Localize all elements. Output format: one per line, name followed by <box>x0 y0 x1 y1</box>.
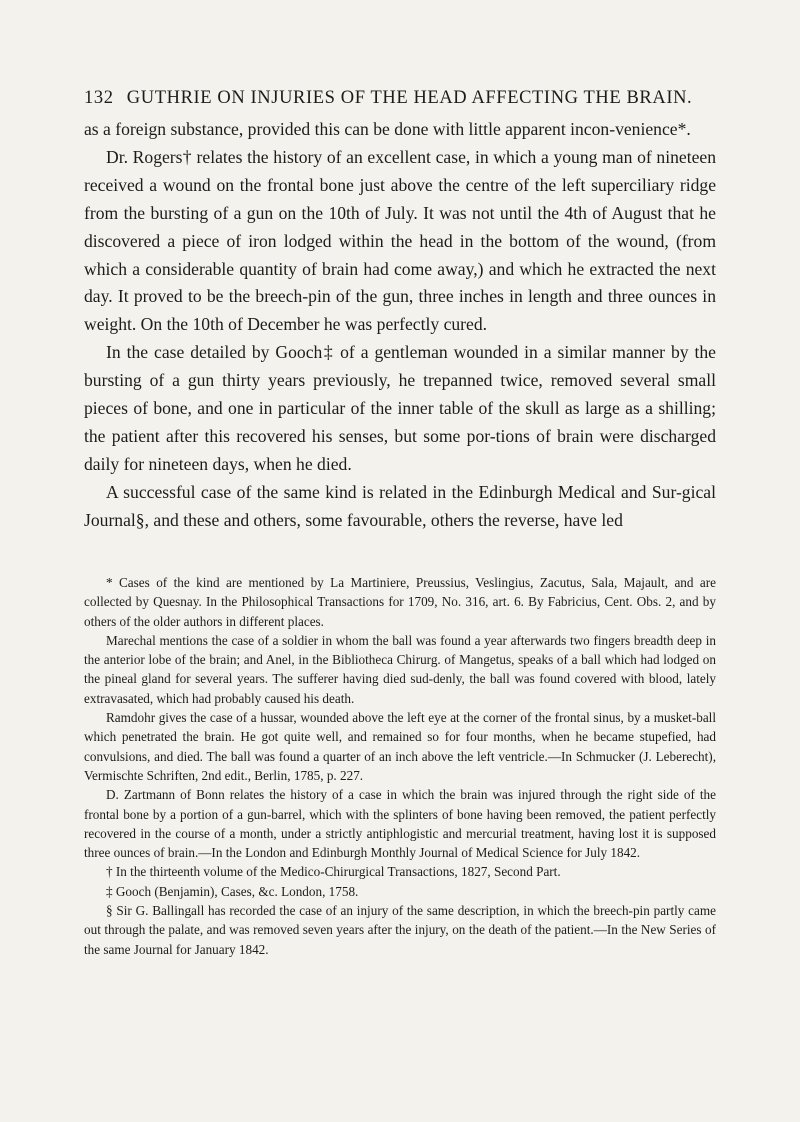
footnote-marechal: Marechal mentions the case of a soldier in whom the ball was found a year afterwards two fingers breadth deep in the anterior lobe of the brain; and Anel, in the Bibliotheca Chirurg. of Mangetus, speaks of a ball which had lodged on the pineal gland for several years. The sufferer having died sud-denly, the ball was found covered with blood, lately extravasated, which had probably caused his death. <box>84 632 716 706</box>
page-number: 132 <box>84 88 114 108</box>
footnote-ramdohr: Ramdohr gives the case of a hussar, wounded above the left eye at the corner of the frontal sinus, by a musket-ball which penetrated the brain. He got quite well, and remained so for four months, when he became stupefied, had convulsions, and died. The ball was found a quarter of an inch above the left ventricle.—In Schmucker (J. Leberecht), Vermischte Schriften, 2nd edit., Berlin, 1785, p. 227. <box>84 710 716 783</box>
running-header <box>84 88 716 109</box>
paragraph-rogers-case: Dr. Rogers† relates the history of an excellent case, in which a young man of nineteen received a wound on the frontal bone just above the centre of the left superciliary ridge from the bursting of a gun on the 10th of July. It was not until the 4th of August that he discovered a piece of iron lodged within the head in the bottom of the wound, (from which a considerable quantity of brain had come away,) and which he extracted the next day. It proved to be the breech-pin of the gun, three inches in length and three ounces in weight. On the 10th of December he was perfectly cured. <box>84 146 716 335</box>
footnote-zartmann: D. Zartmann of Bonn relates the history of a case in which the brain was injured through the right side of the frontal bone by a portion of a gun-barrel, which with the splinters of bone having been removed, the patient perfectly recovered in the course of a month, under a strictly antiphlogistic and mercurial treatment, having lost it is supposed three ounces of brain.—In the London and Edinburgh Monthly Journal of Medical Science for July 1842. <box>84 787 716 861</box>
footnotes <box>84 573 716 959</box>
footnote-dagger: † In the thirteenth volume of the Medico-Chirurgical Transactions, 1827, Second Part. <box>106 864 561 880</box>
footnote-asterisk: * Cases of the kind are mentioned by La Martiniere, Preussius, Veslingius, Zacutus, Sala, Majault, and are collected by Quesnay. In the Philosophical Transactions for 1709, No. 316, art. 6. By Fabricius, Cent. Obs. 2, and by others of the older authors in different places. <box>84 575 716 629</box>
footnote-section: § Sir G. Ballingall has recorded the case of an injury of the same description, in which the breech-pin partly came out through the palate, and was removed seven years after the injury, on the death of the patient.—In the New Series of the same Journal for January 1842. <box>84 903 716 957</box>
footnote-double-dagger: ‡ Gooch (Benjamin), Cases, &c. London, 1758. <box>106 883 359 899</box>
running-title: GUTHRIE ON INJURIES OF THE HEAD AFFECTING THE BRAIN. <box>126 88 693 108</box>
main-text <box>84 116 716 535</box>
paragraph-continuation: as a foreign substance, provided this can be done with little apparent incon-venience*. <box>84 119 691 139</box>
paragraph-edinburgh-journal: A successful case of the same kind is related in the Edinburgh Medical and Sur-gical Journal§, and these and others, some favourable, others the reverse, have led <box>84 481 716 530</box>
paragraph-gooch-case: In the case detailed by Gooch‡ of a gentleman wounded in a similar manner by the bursting of a gun thirty years previously, he trepanned twice, removed several small pieces of bone, and one in particular of the inner table of the skull as large as a shilling; the patient after this recovered his senses, but some por-tions of brain were discharged daily for nineteen days, when he died. <box>84 342 716 474</box>
